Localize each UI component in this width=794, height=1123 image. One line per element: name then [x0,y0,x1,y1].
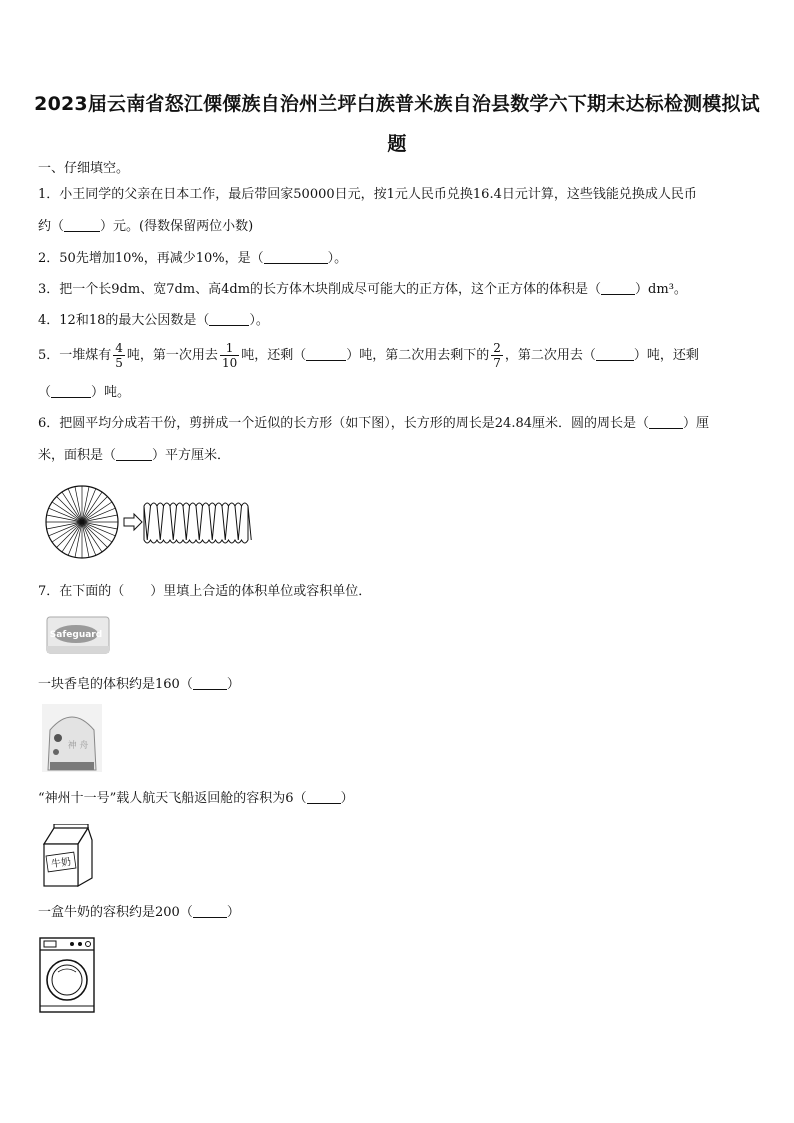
milk-carton-icon [38,824,96,888]
fraction-numerator: 2 [493,341,501,355]
q7-item2-text: “神州十一号”载人航天飞船返回舱的容积为6（ [38,791,307,806]
q6-text-post: ）厘 [683,416,710,431]
q6-text-pre: 6．把圆平均分成若干份，剪拼成一个近似的长方形（如下图），长方形的周长是24.84厘米．圆的周长是（ [38,416,649,431]
question-3 [38,281,687,299]
fraction-denominator: 7 [493,356,501,370]
circle-sector-line [57,497,82,522]
fraction-one-tenth [220,341,239,370]
q4-text-post: ）。 [249,313,269,328]
question-5-line-1 [38,340,699,372]
q5-answer-blank-2[interactable] [596,347,634,361]
washing-machine-icon [38,936,98,1016]
question-7-item-2 [38,790,354,808]
q6-text-post-2: ）平方厘米． [152,448,231,463]
q6-text-pre-2: 米，面积是（ [38,448,117,463]
question-2 [38,250,347,268]
divided-circle-icon [46,486,118,558]
page-title [30,84,764,164]
q2-text-pre: 2．50先增加10%，再减少10%，是（ [38,251,264,266]
fraction-denominator: 10 [221,356,238,370]
q5-text-3: 吨，还剩（ [241,348,307,363]
q7-answer-blank-3[interactable] [193,904,227,918]
q2-text-post: ）。 [327,251,348,266]
q7-item1-text: 一块香皂的体积约是160（ [38,677,193,692]
q6-answer-blank-1[interactable] [649,415,683,429]
question-6-line-1 [38,415,709,433]
fraction-denominator: 5 [115,356,123,370]
q7-item2-close: ） [340,791,354,806]
wavy-rectangle-icon [144,503,251,543]
fraction-two-sevenths [491,341,503,370]
question-5-line-2 [38,384,130,402]
q7-item1-close: ） [226,677,240,692]
question-4 [38,312,269,330]
circle-sector-line [82,522,107,547]
q1-answer-blank[interactable] [64,218,100,232]
q1-text-pre: 约（ [38,219,65,234]
question-6-line-2 [38,447,230,465]
question-7: 7．在下面的（ ）里填上合适的体积单位或容积单位． [38,584,372,599]
q5-text-6: ）吨，还剩 [633,348,699,363]
q3-text-pre: 3．把一个长9dm、宽7dm、高4dm的长方体木块削成尽可能大的正方体，这个正方体的体积是（ [38,282,602,297]
milk-carton-label: 牛奶 [50,856,72,871]
q7-answer-blank-1[interactable] [193,676,227,690]
q7-item3-text: 一盒牛奶的容积约是200（ [38,905,193,920]
arrow-right-icon [124,514,142,530]
q2-answer-blank[interactable] [264,250,328,264]
question-1-line-1: 1．小王同学的父亲在日本工作，最后带回家50000日元，按1元人民币兑换16.4日元计算，这些钱能兑换成人民币 [38,187,697,202]
section-heading: 一、仔细填空。 [38,161,130,176]
q6-answer-blank-2[interactable] [116,447,152,461]
q4-answer-blank[interactable] [209,312,249,326]
question-7-item-3 [38,904,240,922]
q7-answer-blank-2[interactable] [307,790,341,804]
fraction-numerator: 1 [220,341,239,356]
q5-text-post-2: ）吨。 [91,385,131,400]
q4-text-pre: 4．12和18的最大公因数是（ [38,313,210,328]
circle-sector-line [57,522,82,547]
capsule-label: 神 舟 [67,741,89,751]
q7-item3-close: ） [226,905,240,920]
q3-answer-blank[interactable] [601,281,635,295]
q5-text-1: 5．一堆煤有 [38,348,112,363]
q5-answer-blank-3[interactable] [51,384,91,398]
q1-text-post: ）元。(得数保留两位小数) [100,219,254,234]
question-1-line-2 [38,218,253,236]
soap-brand-text: Safeguard [49,630,103,640]
fraction-numerator: 4 [115,341,123,355]
soap-icon [44,612,112,658]
q5-text-2: 吨，第一次用去 [126,348,218,363]
title-line-2: 题 [387,133,407,155]
circle-sector-line [82,497,107,522]
q5-text-5: ，第二次用去（ [504,348,596,363]
q5-text-4: ）吨，第二次用去剩下的 [346,348,490,363]
q3-text-post: ）dm³。 [635,282,687,297]
q5-text-pre-2: （ [38,385,52,400]
circle-to-rectangle-figure [44,484,252,564]
q5-answer-blank-1[interactable] [306,347,346,361]
capsule-icon [42,704,102,772]
fraction-four-fifths [113,341,125,370]
question-7-item-1 [38,676,240,694]
title-line-1: 2023届云南省怒江傈僳族自治州兰坪白族普米族自治县数学六下期末达标检测模拟试 [34,93,760,115]
